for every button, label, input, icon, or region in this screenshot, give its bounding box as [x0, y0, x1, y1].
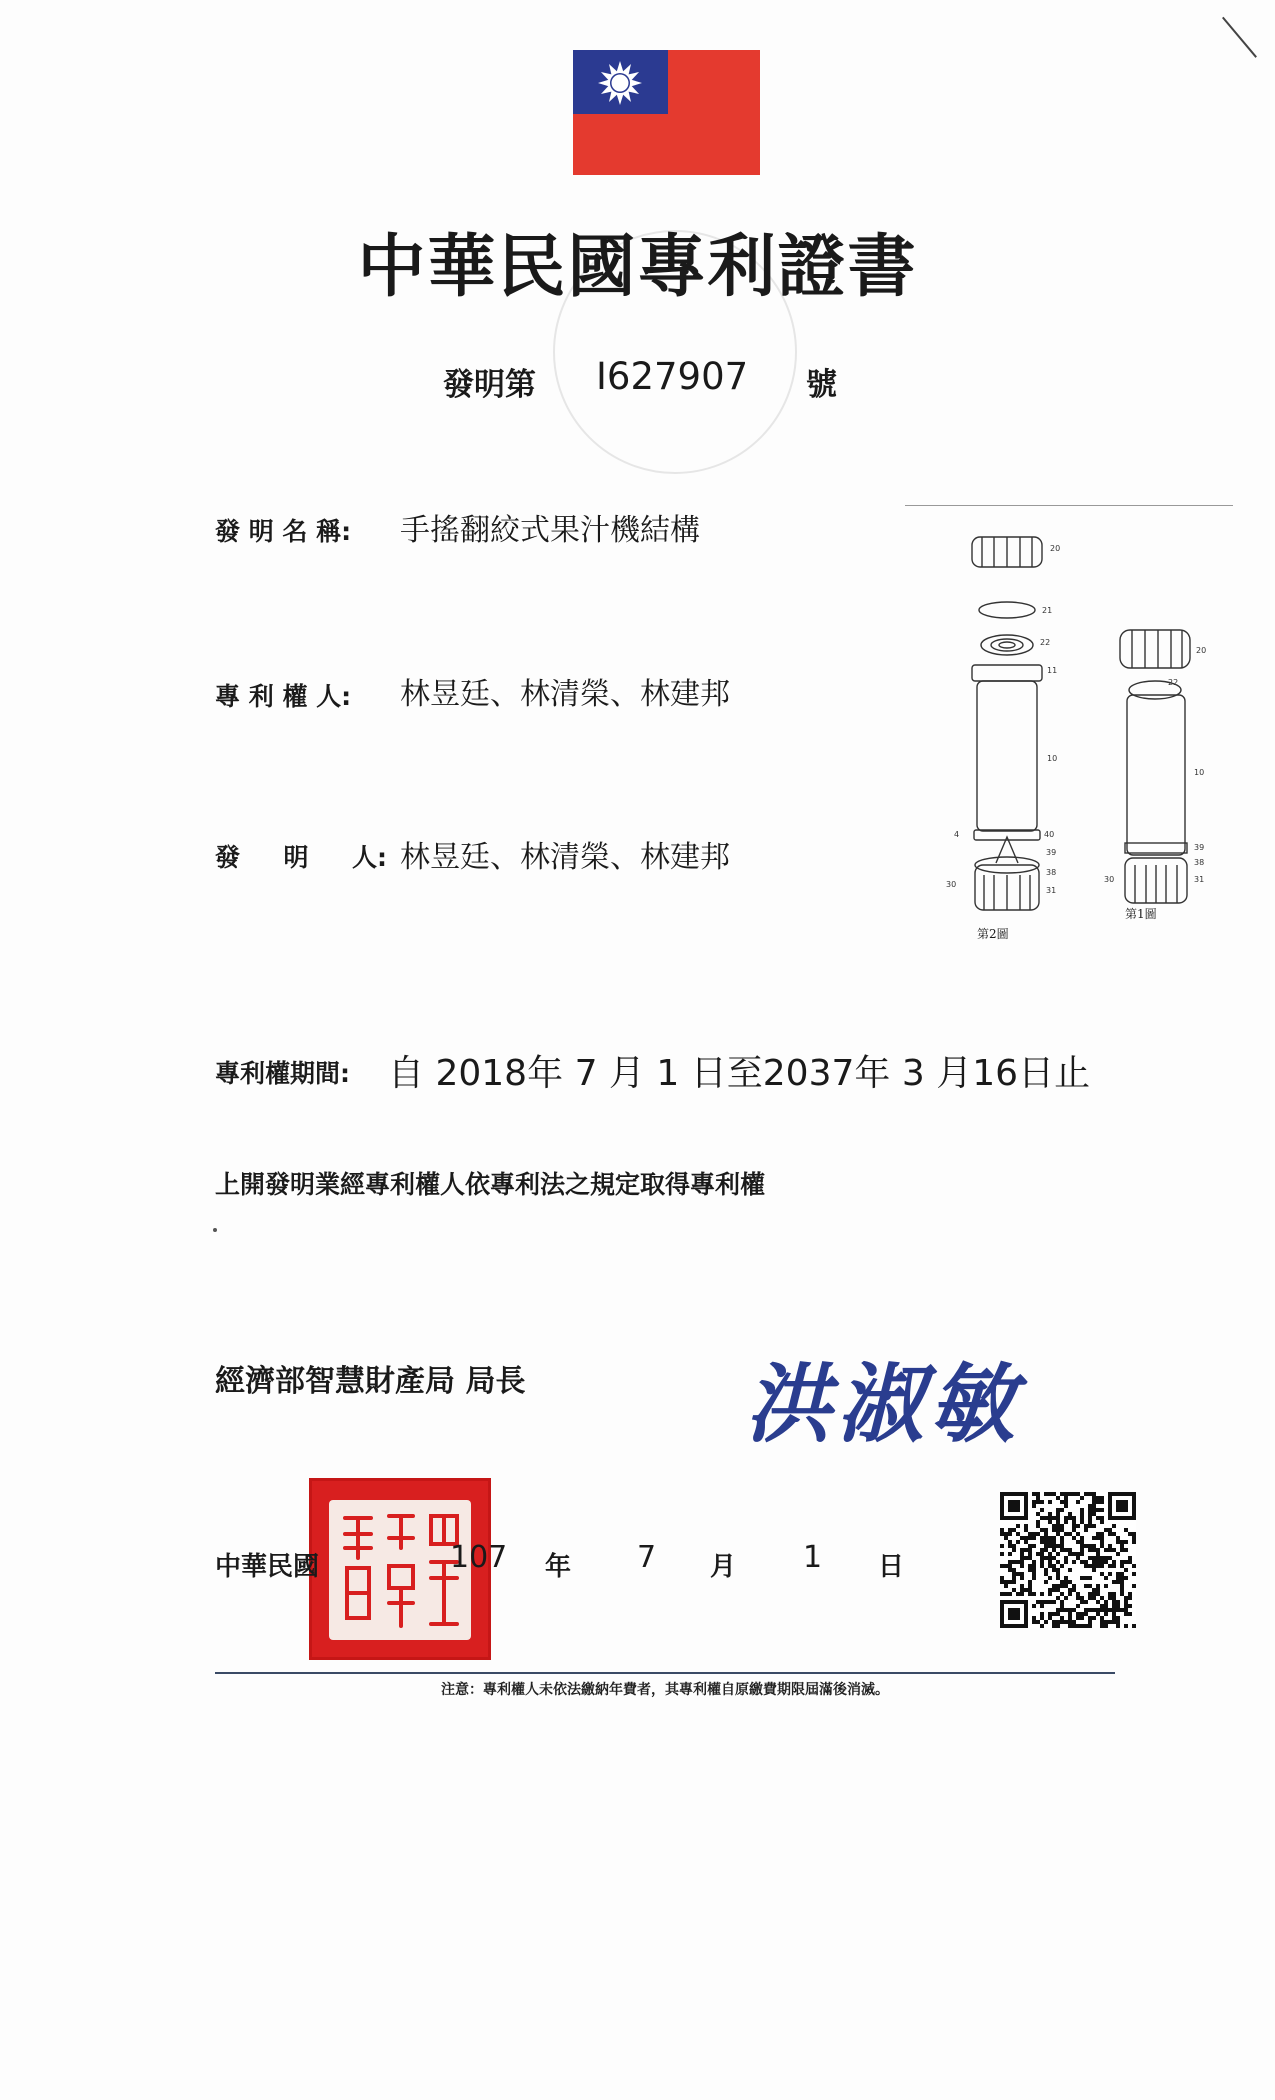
- svg-text:20: 20: [1050, 544, 1061, 553]
- svg-text:38: 38: [1194, 858, 1205, 867]
- speck: [213, 1228, 217, 1232]
- issue-date-month: 7: [637, 1540, 657, 1575]
- corner-mark: [1222, 17, 1257, 58]
- juicer-drawing-icon: [932, 525, 1242, 955]
- svg-text:10: 10: [1047, 754, 1058, 763]
- issue-date-month-unit: 月: [710, 1552, 737, 1582]
- svg-text:39: 39: [1194, 843, 1205, 852]
- flag-canton: [573, 50, 668, 114]
- svg-text:39: 39: [1046, 848, 1057, 857]
- svg-text:31: 31: [1046, 886, 1057, 895]
- svg-text:22: 22: [1040, 638, 1051, 647]
- issue-date-day: 1: [803, 1540, 823, 1575]
- period-to-day: 16: [972, 1053, 1019, 1094]
- patent-period-value: [388, 1045, 1090, 1096]
- svg-text:11: 11: [1047, 666, 1058, 675]
- svg-text:30: 30: [1104, 875, 1115, 884]
- patent-drawing: [932, 525, 1242, 955]
- period-month-unit-2: 月: [936, 1053, 973, 1094]
- qr-code-icon: [1000, 1492, 1136, 1628]
- svg-text:38: 38: [1046, 868, 1057, 877]
- period-to-month: 3: [901, 1053, 925, 1094]
- issue-date-year: 107: [450, 1540, 508, 1575]
- patentee-value: 林昱廷、林清榮、林建邦: [400, 677, 730, 712]
- inventor-value: 林昱廷、林清榮、林建邦: [400, 840, 730, 875]
- period-day-unit: 日: [690, 1053, 727, 1094]
- period-year-unit: 年: [527, 1053, 564, 1094]
- issue-date-era: 中華民國: [215, 1552, 320, 1582]
- footer-rule: [215, 1672, 1115, 1674]
- issuing-office: 經濟部智慧財產局 局長: [215, 1364, 526, 1399]
- period-from-month: 7: [574, 1053, 598, 1094]
- svg-text:10: 10: [1194, 768, 1205, 777]
- drawing-top-rule: [905, 505, 1233, 506]
- white-sun-icon: [595, 58, 645, 108]
- patent-period-label: 專利權期間:: [215, 1059, 350, 1088]
- patent-number-row: [0, 355, 1275, 405]
- period-to-prefix: 至: [726, 1053, 763, 1094]
- period-day-unit-2: 日: [1018, 1053, 1055, 1094]
- svg-text:22: 22: [1168, 678, 1179, 687]
- period-end: 止: [1054, 1053, 1091, 1094]
- patent-number: I627907: [596, 355, 749, 398]
- period-from-prefix: 自: [388, 1053, 425, 1094]
- period-month-unit: 月: [608, 1053, 645, 1094]
- svg-text:30: 30: [946, 880, 957, 889]
- period-to-year: 2037: [762, 1053, 855, 1094]
- inventor-label: 發 明 人:: [215, 843, 388, 872]
- svg-text:31: 31: [1194, 875, 1205, 884]
- period-year-unit-2: 年: [854, 1053, 891, 1094]
- fig2-caption: 第2圖: [977, 927, 1009, 941]
- patent-number-suffix: 號: [806, 367, 837, 403]
- period-from-day: 1: [656, 1053, 680, 1094]
- svg-text:4: 4: [954, 830, 960, 839]
- issue-date-year-unit: 年: [545, 1552, 572, 1582]
- qr-code-pattern: [1000, 1492, 1136, 1628]
- invention-title-value: 手搖翻絞式果汁機結構: [400, 513, 700, 548]
- period-from-year: 2018: [435, 1053, 528, 1094]
- fig1-caption: 第1圖: [1125, 907, 1157, 921]
- svg-text:20: 20: [1196, 646, 1207, 655]
- certificate-title: 中華民國專利證書: [357, 227, 918, 307]
- roc-flag-icon: [573, 50, 760, 175]
- footer-note: 注意：專利權人未依法繳納年費者，其專利權自原繳費期限屆滿後消滅。: [441, 1682, 889, 1698]
- issue-date-day-unit: 日: [878, 1552, 905, 1582]
- svg-text:40: 40: [1044, 830, 1055, 839]
- patentee-label: 專 利 權 人:: [215, 682, 352, 711]
- grant-statement: 上開發明業經專利權人依專利法之規定取得專利權: [215, 1170, 766, 1199]
- invention-title-label: 發 明 名 稱:: [215, 517, 352, 546]
- svg-text:21: 21: [1042, 606, 1053, 615]
- director-signature: 洪淑敏: [745, 1354, 1021, 1455]
- patent-number-prefix: 發明第: [443, 367, 536, 403]
